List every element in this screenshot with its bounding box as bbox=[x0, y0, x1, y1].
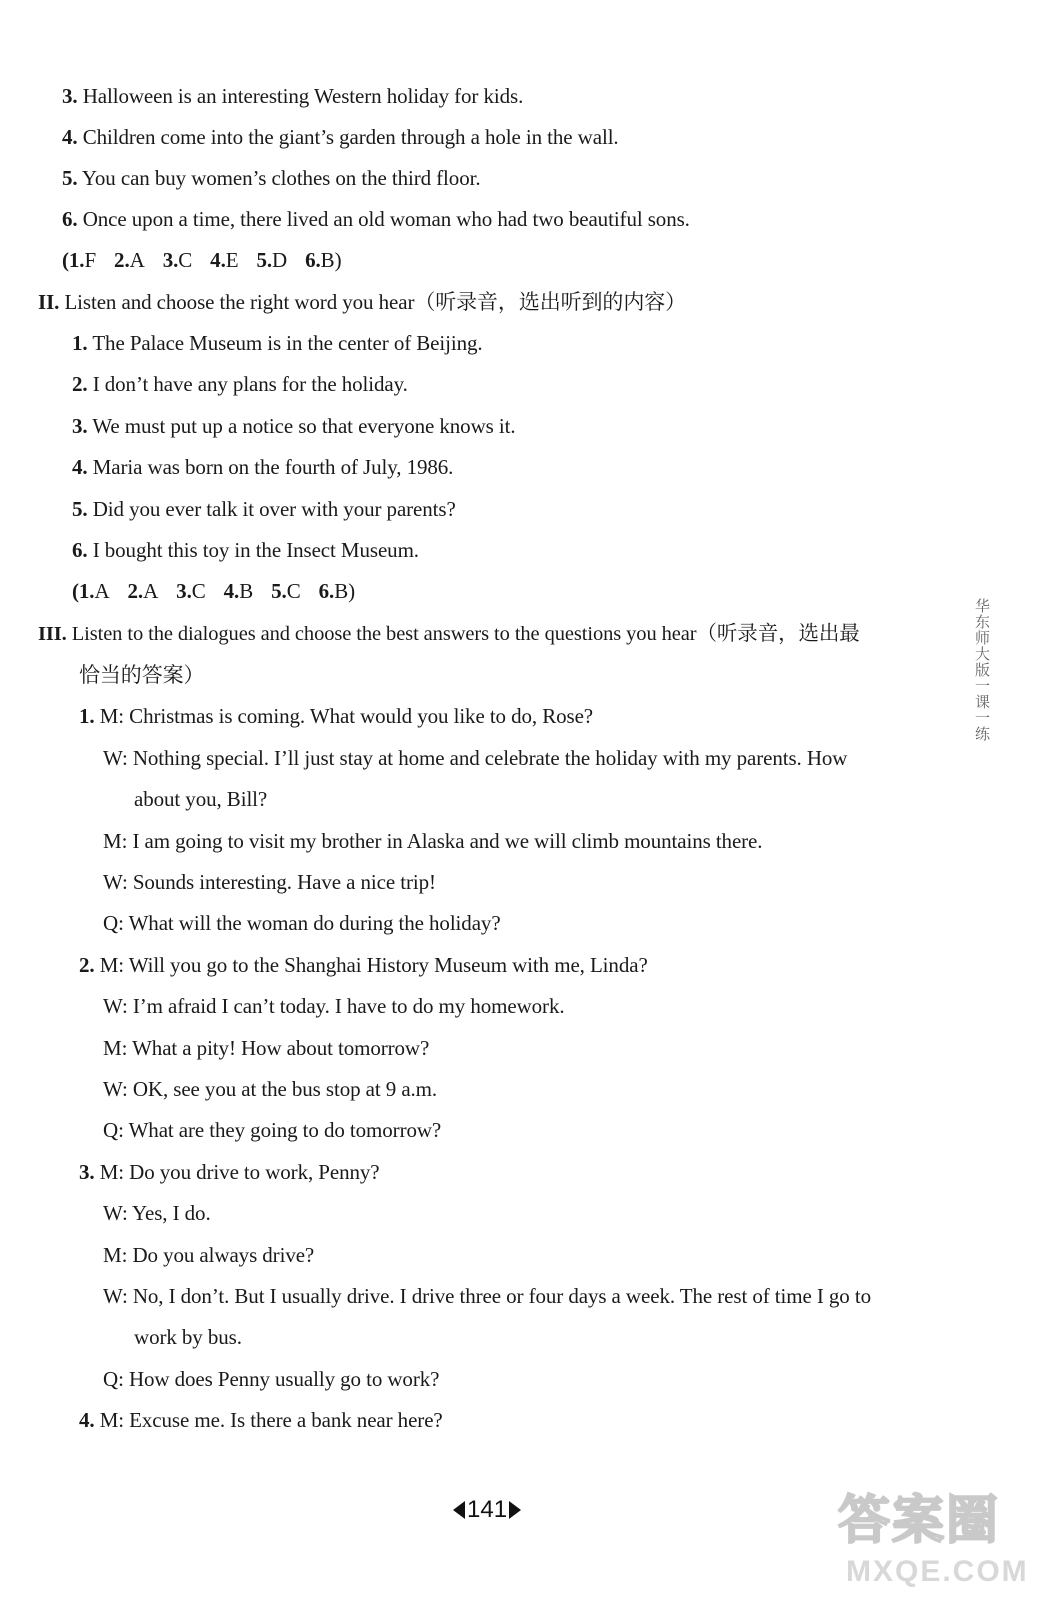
dialogue-1-line-1: 1. M: Christmas is coming. What would you like to do, Rose? bbox=[79, 704, 594, 728]
dialogue-1-line-5: W: Sounds interesting. Have a nice trip! bbox=[103, 870, 436, 894]
page-number-text: 141 bbox=[467, 1496, 508, 1523]
section-3-heading-cont: 恰当的答案） bbox=[79, 663, 205, 687]
dialogue-2-line-2: W: I’m afraid I can’t today. I have to do my homework. bbox=[103, 994, 565, 1018]
dialogue-1-line-3: about you, Bill? bbox=[134, 787, 268, 811]
section-2-heading: II. Listen and choose the right word you hear（听录音，选出听到的内容） bbox=[38, 290, 687, 314]
watermark-url: MXQE.COM bbox=[846, 1555, 1029, 1588]
item-5: 5. You can buy women’s clothes on the third floor. bbox=[62, 166, 481, 190]
watermark-title: 答案圈 bbox=[838, 1491, 1001, 1551]
dialogue-2-line-1: 2. M: Will you go to the Shanghai History Museum with me, Linda? bbox=[79, 953, 648, 977]
dialogue-3-line-5: work by bus. bbox=[134, 1325, 242, 1349]
dialogue-2-line-3: M: What a pity! How about tomorrow? bbox=[103, 1036, 430, 1060]
dialogue-4-line-1: 4. M: Excuse me. Is there a bank near here? bbox=[79, 1408, 443, 1432]
dialogue-1-question: Q: What will the woman do during the holiday? bbox=[103, 911, 501, 935]
item-ii-5: 5. Did you ever talk it over with your parents? bbox=[72, 497, 456, 521]
dialogue-1-line-4: M: I am going to visit my brother in Alaska and we will climb mountains there. bbox=[103, 829, 763, 853]
triangle-left-icon bbox=[453, 1501, 465, 1519]
dialogue-2-question: Q: What are they going to do tomorrow? bbox=[103, 1118, 442, 1142]
item-3: 3. Halloween is an interesting Western holiday for kids. bbox=[62, 84, 524, 108]
page-number bbox=[453, 1494, 521, 1526]
triangle-right-icon bbox=[509, 1501, 521, 1519]
watermark-logo bbox=[838, 1490, 1033, 1594]
item-ii-4: 4. Maria was born on the fourth of July, 1986. bbox=[72, 455, 454, 479]
answer-key-1: (1.F 2.A 3.C 4.E 5.D 6.B) bbox=[62, 248, 342, 272]
side-note: 华东师大版一课一练 bbox=[973, 598, 991, 742]
item-4: 4. Children come into the giant’s garden through a hole in the wall. bbox=[62, 125, 619, 149]
section-3-heading: III. Listen to the dialogues and choose the best answers to the questions you hear（听录音，选出最 bbox=[38, 623, 860, 645]
dialogue-1-line-2: W: Nothing special. I’ll just stay at home and celebrate the holiday with my parents. How bbox=[103, 746, 848, 770]
item-ii-1: 1. The Palace Museum is in the center of Beijing. bbox=[72, 331, 483, 355]
dialogue-3-line-3: M: Do you always drive? bbox=[103, 1243, 315, 1267]
item-ii-2: 2. I don’t have any plans for the holiday. bbox=[72, 372, 408, 396]
dialogue-3-line-1: 3. M: Do you drive to work, Penny? bbox=[79, 1160, 380, 1184]
dialogue-3-line-2: W: Yes, I do. bbox=[103, 1201, 211, 1225]
item-ii-3: 3. We must put up a notice so that everyone knows it. bbox=[72, 414, 516, 438]
item-ii-6: 6. I bought this toy in the Insect Museum. bbox=[72, 538, 419, 562]
answer-key-2: (1.A 2.A 3.C 4.B 5.C 6.B) bbox=[72, 579, 355, 603]
dialogue-3-question: Q: How does Penny usually go to work? bbox=[103, 1367, 440, 1391]
dialogue-3-line-4: W: No, I don’t. But I usually drive. I drive three or four days a week. The rest of time I go to bbox=[103, 1284, 871, 1308]
item-6: 6. Once upon a time, there lived an old woman who had two beautiful sons. bbox=[62, 207, 690, 231]
dialogue-2-line-4: W: OK, see you at the bus stop at 9 a.m. bbox=[103, 1077, 438, 1101]
